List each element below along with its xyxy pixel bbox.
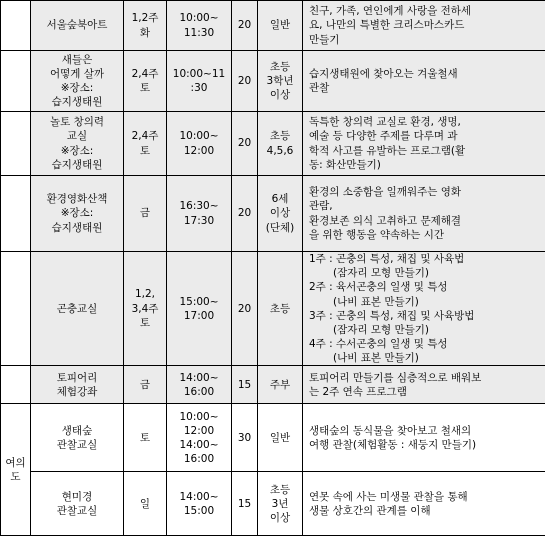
target-line: (단체): [260, 221, 300, 235]
description-line: 독특한 창의력 교실로 환경, 생명,: [309, 115, 541, 129]
time-line: :30: [169, 81, 229, 95]
description-cell: [303, 366, 545, 404]
target-cell: [258, 1, 303, 51]
capacity-value: 15: [234, 497, 255, 511]
capacity-cell: [232, 51, 258, 112]
capacity-cell: [232, 404, 258, 472]
description-cell: [303, 51, 545, 112]
time-line: 14:00~: [169, 438, 229, 452]
target-line: 이상: [260, 511, 300, 525]
description-line: 환경의 소중함을 일깨워주는 영화: [309, 185, 541, 199]
region-cell-empty: [1, 366, 31, 404]
program-name-line: 관찰교실: [33, 504, 121, 518]
program-name-line: 새들은: [33, 53, 121, 67]
time-cell: [167, 366, 232, 404]
description-line: (나비 표본 만들기): [309, 295, 541, 309]
description-line: 을 위한 행동을 약속하는 시간: [309, 228, 541, 242]
time-line: 16:00: [169, 452, 229, 466]
capacity-cell: [232, 112, 258, 176]
time-line: 14:00~: [169, 490, 229, 504]
target-line: 초등: [260, 483, 300, 497]
target-cell: [258, 176, 303, 252]
program-name-cell: [31, 404, 124, 472]
region-cell-empty: [1, 252, 31, 366]
week-cell: [124, 472, 167, 536]
description-cell: [303, 404, 545, 472]
week-cell: [124, 404, 167, 472]
week-line: 1,2,: [126, 287, 164, 301]
description-line: 토피어리 만들기를 심층적으로 배워보: [309, 371, 541, 385]
program-name-line: 어떻게 살까: [33, 67, 121, 81]
table-row: [1, 472, 545, 536]
target-line: 주부: [260, 378, 300, 392]
target-cell: [258, 366, 303, 404]
week-cell: [124, 51, 167, 112]
time-line: 15:00~: [169, 295, 229, 309]
region-cell-empty: [1, 51, 31, 112]
table-row: [1, 176, 545, 252]
description-line: 생태숲의 동식물을 찾아보고 철새의: [309, 424, 541, 438]
description-cell: [303, 472, 545, 536]
description-line: 관찰: [309, 81, 541, 95]
week-line: 1,2주: [126, 11, 164, 25]
description-line: 예술 등 다양한 주제를 다루며 과: [309, 129, 541, 143]
description-line: 친구, 가족, 연인에게 사랑을 전하세: [309, 4, 541, 18]
time-cell: [167, 404, 232, 472]
table-row: [1, 1, 545, 51]
week-line: 토: [126, 81, 164, 95]
capacity-cell: [232, 472, 258, 536]
target-cell: [258, 252, 303, 366]
description-line: 4주 : 수서곤충의 일생 및 특성: [309, 337, 541, 351]
program-name-line: 습지생태원: [33, 221, 121, 235]
time-line: 10:00~11: [169, 67, 229, 81]
region-cell: [1, 404, 31, 536]
time-line: 11:30: [169, 26, 229, 40]
time-line: 10:00~: [169, 11, 229, 25]
capacity-value: 20: [234, 74, 255, 88]
target-line: 일반: [260, 18, 300, 32]
region-cell-empty: [1, 112, 31, 176]
week-line: 일: [126, 497, 164, 511]
region-label-line: 도: [3, 470, 28, 484]
target-line: 3학년: [260, 74, 300, 88]
table-row: [1, 404, 545, 472]
description-line: 만들기: [309, 33, 541, 47]
description-line: 요, 나만의 특별한 크리스마스카드: [309, 18, 541, 32]
target-cell: [258, 51, 303, 112]
program-name-line: 관찰교실: [33, 438, 121, 452]
week-cell: [124, 1, 167, 51]
program-name-line: 토피어리: [33, 371, 121, 385]
region-label-line: 여의: [3, 456, 28, 470]
target-line: 3년: [260, 497, 300, 511]
description-line: 는 2주 연속 프로그램: [309, 385, 541, 399]
capacity-value: 20: [234, 302, 255, 316]
time-cell: [167, 472, 232, 536]
time-cell: [167, 1, 232, 51]
target-cell: [258, 404, 303, 472]
program-name-line: 교실: [33, 129, 121, 143]
description-cell: [303, 176, 545, 252]
capacity-cell: [232, 366, 258, 404]
program-name-cell: [31, 112, 124, 176]
week-cell: [124, 252, 167, 366]
table-row: [1, 51, 545, 112]
time-cell: [167, 51, 232, 112]
time-line: 15:00: [169, 504, 229, 518]
program-name-cell: [31, 51, 124, 112]
capacity-cell: [232, 176, 258, 252]
week-cell: [124, 176, 167, 252]
target-line: 이상: [260, 206, 300, 220]
program-name-line: 체험강좌: [33, 385, 121, 399]
description-line: 여행 관찰(체험활동 : 새둥지 만들기): [309, 438, 541, 452]
time-line: 10:00~: [169, 410, 229, 424]
program-name-cell: [31, 1, 124, 51]
week-line: 2,4주: [126, 129, 164, 143]
target-line: 초등: [260, 302, 300, 316]
description-cell: [303, 1, 545, 51]
capacity-cell: [232, 252, 258, 366]
target-line: 6세: [260, 192, 300, 206]
description-line: (나비 표본 만들기): [309, 351, 541, 365]
description-line: 생물 상호간의 관계를 이해: [309, 504, 541, 518]
time-line: 12:00: [169, 424, 229, 438]
time-line: 16:30~: [169, 199, 229, 213]
description-line: 학적 사고를 유발하는 프로그램(활: [309, 144, 541, 158]
week-line: 토: [126, 431, 164, 445]
table-row: [1, 252, 545, 366]
program-name-line: ※장소:: [33, 206, 121, 220]
target-line: 초등: [260, 129, 300, 143]
program-name-line: ※장소:: [33, 81, 121, 95]
description-line: 동: 화산만들기): [309, 158, 541, 172]
capacity-value: 20: [234, 136, 255, 150]
time-cell: [167, 252, 232, 366]
target-cell: [258, 472, 303, 536]
time-line: 10:00~: [169, 129, 229, 143]
description-cell: [303, 252, 545, 366]
week-line: 3,4주: [126, 302, 164, 316]
table-row: [1, 366, 545, 404]
program-name-line: 생태숲: [33, 424, 121, 438]
description-cell: [303, 112, 545, 176]
capacity-value: 20: [234, 18, 255, 32]
time-cell: [167, 112, 232, 176]
region-cell-empty: [1, 1, 31, 51]
week-line: 금: [126, 378, 164, 392]
program-name-line: 현미경: [33, 490, 121, 504]
week-line: 토: [126, 144, 164, 158]
target-cell: [258, 112, 303, 176]
description-line: 환경보존 의식 고취하고 문제해결: [309, 214, 541, 228]
capacity-cell: [232, 1, 258, 51]
week-line: 2,4주: [126, 67, 164, 81]
time-line: 17:30: [169, 214, 229, 228]
time-line: 12:00: [169, 144, 229, 158]
table-row: [1, 112, 545, 176]
description-line: 연못 속에 사는 미생물 관찰을 통해: [309, 490, 541, 504]
description-line: 3주 : 곤충의 특성, 채집 및 사육방법: [309, 309, 541, 323]
target-line: 초등: [260, 60, 300, 74]
target-line: 이상: [260, 88, 300, 102]
program-name-line: 습지생태원: [33, 158, 121, 172]
program-name-cell: [31, 176, 124, 252]
program-name-line: 곤충교실: [33, 302, 121, 316]
week-line: 화: [126, 26, 164, 40]
program-name-line: ※장소:: [33, 144, 121, 158]
description-line: 습지생태원에 찾아오는 겨울철새: [309, 67, 541, 81]
week-line: 토: [126, 316, 164, 330]
region-cell-empty: [1, 176, 31, 252]
program-name-cell: [31, 472, 124, 536]
program-name-line: 환경영화산책: [33, 192, 121, 206]
time-cell: [167, 176, 232, 252]
capacity-value: 20: [234, 206, 255, 220]
week-line: 금: [126, 206, 164, 220]
description-line: (잠자리 모형 만들기): [309, 323, 541, 337]
program-name-line: 서울숲북아트: [33, 18, 121, 32]
capacity-value: 15: [234, 378, 255, 392]
week-cell: [124, 366, 167, 404]
program-name-cell: [31, 252, 124, 366]
program-name-line: 습지생태원: [33, 95, 121, 109]
description-line: 1주 : 곤충의 특성, 채집 및 사육법: [309, 252, 541, 266]
description-line: 관람,: [309, 199, 541, 213]
time-line: 16:00: [169, 385, 229, 399]
description-line: (잠자리 모형 만들기): [309, 266, 541, 280]
time-line: 14:00~: [169, 371, 229, 385]
description-line: 2주 : 육서곤충의 일생 및 특성: [309, 280, 541, 294]
target-line: 일반: [260, 431, 300, 445]
week-cell: [124, 112, 167, 176]
time-line: 17:00: [169, 309, 229, 323]
program-name-line: 놀토 창의력: [33, 115, 121, 129]
program-name-cell: [31, 366, 124, 404]
target-line: 4,5,6: [260, 144, 300, 158]
capacity-value: 30: [234, 431, 255, 445]
